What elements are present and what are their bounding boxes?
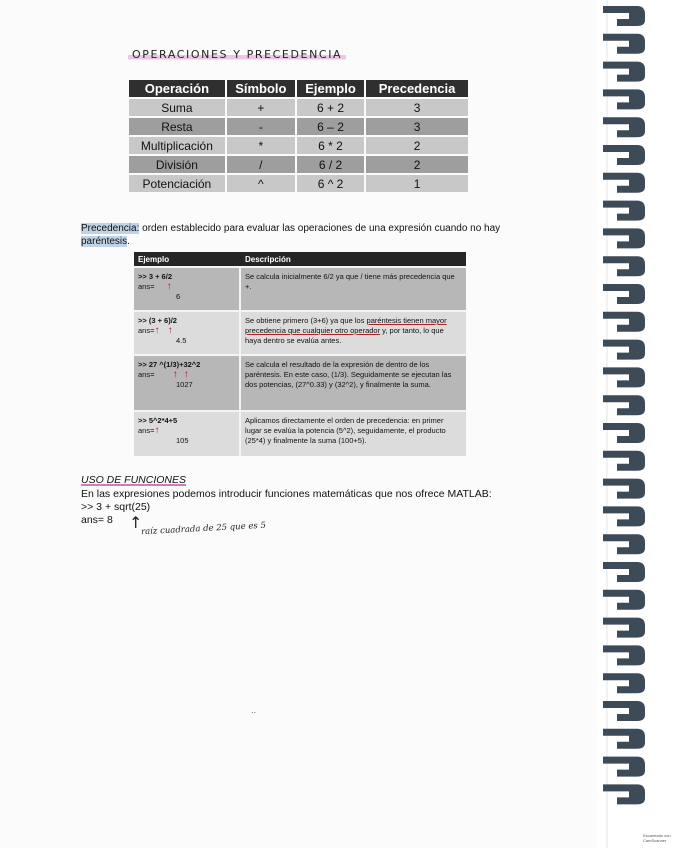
example-code: >> 3 + 6/2 [138,272,172,281]
header-operation: Operación [129,80,225,97]
table-row [129,156,468,173]
example-cell [134,354,241,410]
definition-text: orden establecido para evaluar las operaciones de una expresión cuando no hay [139,223,501,234]
section-title-functions: USO DE FUNCIONES [81,474,187,486]
up-arrow-icon: ↑ [166,281,172,292]
term2-highlight: paréntesis [81,236,128,247]
cell-example: 6 * 2 [297,137,364,154]
table-row [129,118,468,135]
up-arrow-icon: ↑ [154,425,160,436]
cell-symbol: - [227,118,295,135]
cell-precedence: 2 [366,156,468,173]
cell-symbol: ^ [227,175,295,192]
table-row [129,137,468,154]
header-description: Descripción [241,252,466,266]
precedence-definition [81,222,501,248]
cell-operation: Suma [129,99,225,116]
header-precedence: Precedencia [366,80,468,97]
up-arrow-icon: ↑ [167,325,173,336]
ans-label: ans= [138,326,155,335]
cell-operation: Potenciación [129,175,225,192]
description-underlined: paréntesis tienen mayor precedencia que cualquier otro operador [245,316,447,335]
cell-symbol: * [227,137,295,154]
scanner-logo [643,833,671,843]
cell-symbol: + [227,99,295,116]
cell-example: 6 ^ 2 [297,175,364,192]
description-text: y, por tanto, lo que haya dentro se evalúa antes. [245,326,444,345]
binder-spine [567,0,677,848]
scanner-logo-line1: Escaneado con [643,833,671,838]
stray-dots: ·· [251,708,257,717]
table-row [129,175,468,192]
up-arrow-icon: ↑ [172,369,178,380]
table-row [134,310,466,354]
ans-label: ans= [138,426,155,435]
cell-precedence: 3 [366,99,468,116]
table-row [134,266,466,310]
header-symbol: Símbolo [227,80,295,97]
description-cell: Aplicamos directamente el orden de precedencia: en primer lugar se evalúa la potencia (5^2), seguidamente, el producto (25*4) y finalmente la suma (100+5). [241,410,466,456]
cell-precedence: 1 [366,175,468,192]
example-cell [134,266,241,310]
cell-symbol: / [227,156,295,173]
ans-label: ans= [138,282,155,291]
example-code: >> 5^2*4+5 [138,416,178,425]
description-text: Se obtiene primero (3+6) ya que los [245,316,367,325]
example-cell [134,410,241,456]
examples-table [134,252,466,456]
definition-end: . [127,236,130,247]
cell-example: 6 / 2 [297,156,364,173]
example-code: >> (3 + 6)/2 [138,316,177,325]
table-row [134,354,466,410]
examples-header-row [134,252,466,266]
functions-intro: En las expresiones podemos introducir funciones matemáticas que nos ofrece MATLAB: [81,488,492,500]
up-arrow-icon: ↑ [183,369,189,380]
functions-code: >> 3 + sqrt(25) [81,501,151,513]
table-header-row [129,80,468,97]
example-result: 6 [176,292,181,301]
header-example: Ejemplo [134,252,241,266]
description-cell: Se calcula inicialmente 6/2 ya que / tiene más precedencia que +. [241,266,466,310]
table-row [129,99,468,116]
example-result: 1027 [176,380,193,389]
cell-example: 6 – 2 [297,118,364,135]
cell-precedence: 3 [366,118,468,135]
cell-example: 6 + 2 [297,99,364,116]
description-cell [241,310,466,354]
example-result: 105 [176,436,189,445]
scanner-logo-line2: CamScanner [643,838,667,843]
description-cell: Se calcula el resultado de la expresión de dentro de los paréntesis. En este caso, (1/3). Seguidamente se ejecutan las dos potencias, (27^0.33) y (32^2), y finalmente la suma. [241,354,466,410]
example-code: >> 27 ^(1/3)+32^2 [138,360,201,369]
header-example: Ejemplo [297,80,364,97]
cell-operation: División [129,156,225,173]
handwritten-arrow-icon: ↑ [129,513,143,532]
term-highlight: Precedencia: [81,223,140,234]
example-cell [134,310,241,354]
cell-operation: Multiplicación [129,137,225,154]
ans-label: ans= [138,370,155,379]
example-result: 4.5 [176,336,187,345]
handwritten-note: raíz cuadrada de 25 que es 5 [140,520,267,538]
functions-answer: ans= 8 [81,514,113,526]
cell-operation: Resta [129,118,225,135]
up-arrow-icon: ↑ [154,325,160,336]
operations-table [127,78,470,194]
cell-precedence: 2 [366,137,468,154]
page-title: OPERACIONES Y PRECEDENCIA [128,48,346,61]
table-row [134,410,466,456]
